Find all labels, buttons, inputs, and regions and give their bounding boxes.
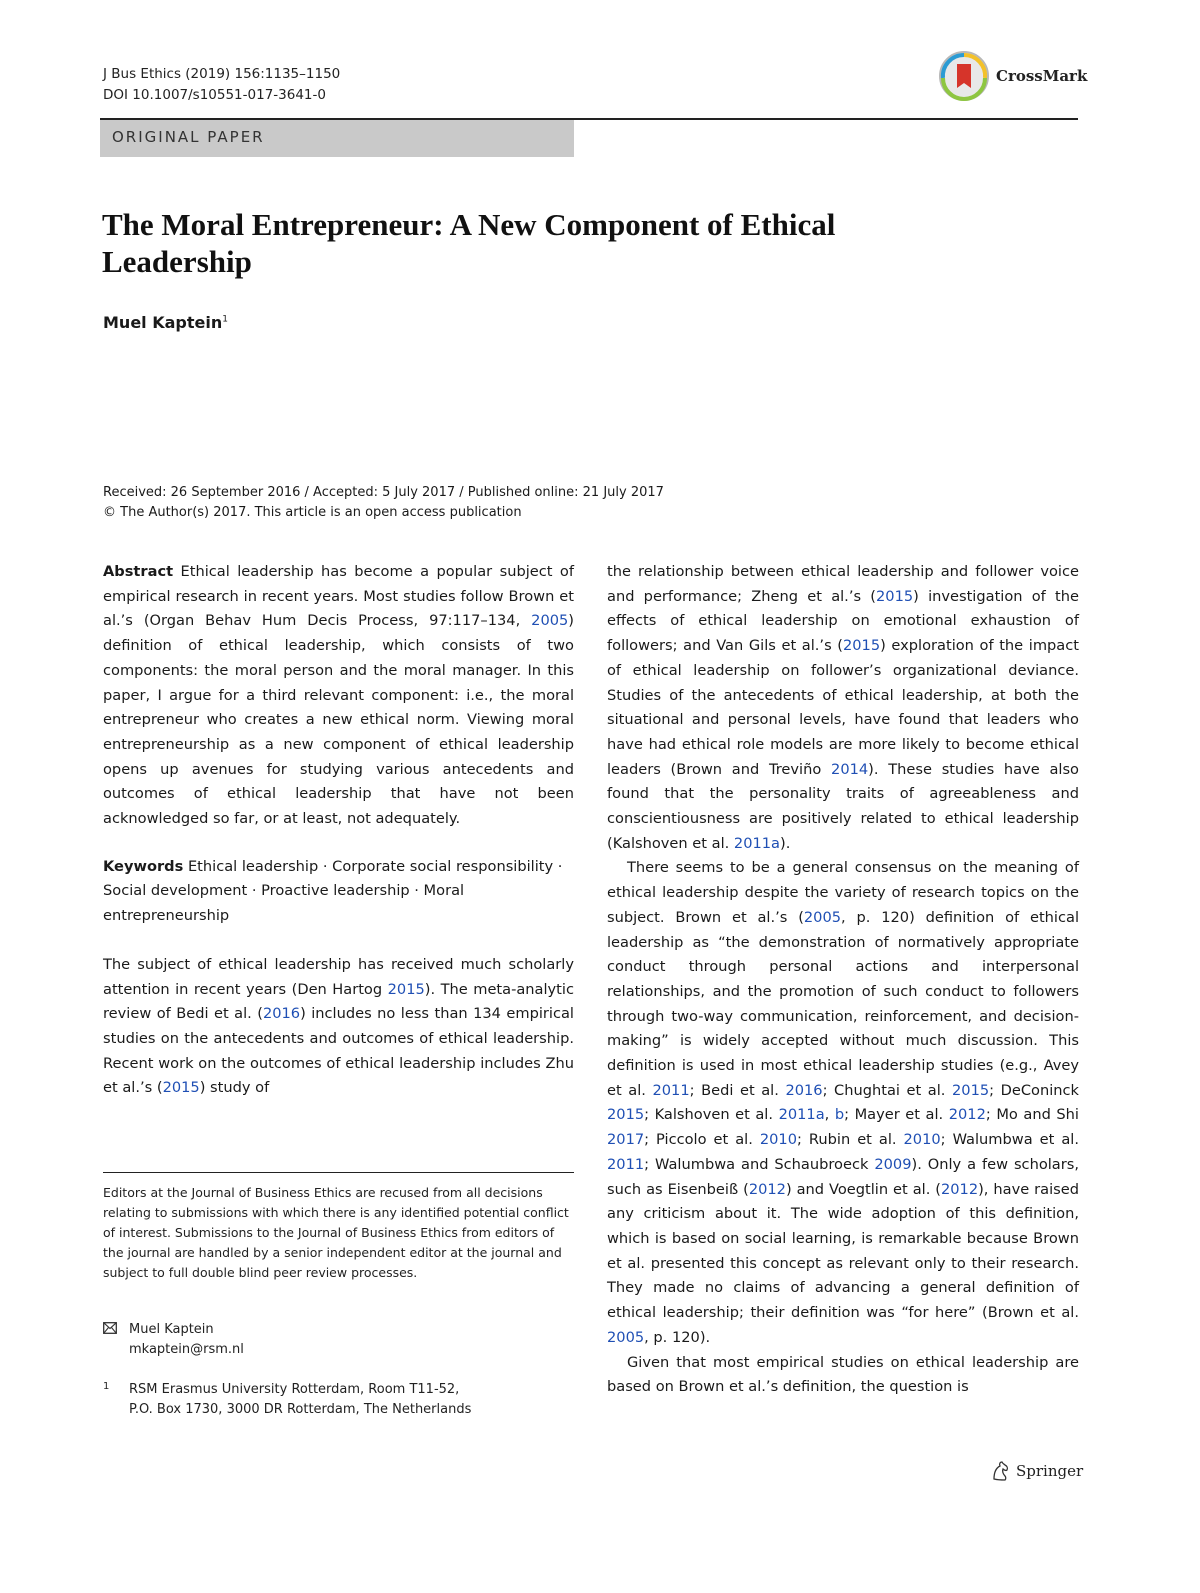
body-text: ) investigation of the effects of ethical leadership on emotional exhaustion of followers; and Van Gils et al.’s ( <box>607 587 1079 655</box>
author-name: Muel Kaptein <box>103 313 223 332</box>
body-text: ) and Voegtlin et al. ( <box>785 1180 941 1198</box>
citation-link[interactable]: 2005 <box>803 908 842 926</box>
citation-link[interactable]: 2015 <box>162 1079 200 1097</box>
body-text: ) study of <box>199 1079 270 1097</box>
left-column <box>103 560 574 1101</box>
crossmark-icon <box>938 50 990 102</box>
body-text: ; Mayer et al. <box>844 1106 949 1124</box>
section-band-label: ORIGINAL PAPER <box>112 128 265 146</box>
body-text: ; Rubin et al. <box>797 1131 904 1149</box>
body-text: ; Chughtai et al. <box>822 1081 953 1099</box>
copyright-line: © The Author(s) 2017. This article is an open access publication <box>103 505 522 520</box>
body-text: ; DeConinck <box>989 1081 1079 1099</box>
body-text: There seems to be a general consensus on the meaning of ethical leadership despite the variety of research topics on the subject. Brown et al.’s ( <box>607 859 1079 926</box>
body-text: ; Mo and Shi <box>985 1106 1079 1124</box>
citation-link[interactable]: 2011 <box>607 1155 645 1173</box>
keywords-label: Keywords <box>103 857 184 875</box>
contact-email[interactable]: mkaptein@rsm.nl <box>129 1342 244 1357</box>
citation-link[interactable]: 2014 <box>831 760 869 778</box>
body-text: ). The meta-analytic review of Bedi et al. ( <box>103 980 574 1023</box>
dates-line: Received: 26 September 2016 / Accepted: 5 July 2017 / Published online: 21 July 2017 <box>103 485 664 500</box>
body-text: , <box>824 1106 835 1124</box>
citation-link[interactable]: 2016 <box>262 1005 301 1023</box>
body-paragraph <box>607 560 1079 856</box>
citation-link[interactable]: 2011 <box>652 1081 690 1099</box>
body-paragraph <box>607 856 1079 1350</box>
affiliation <box>103 1380 471 1420</box>
body-text: ). These studies have also found that the personality traits of agreeableness and conscientiousness are positively related to ethical leadership (Kalshoven et al. <box>607 760 1079 852</box>
abstract-text: ) definition of ethical leadership, which consists of two components: the moral person and the moral manager. In this paper, I argue for a third relevant component: i.e., the moral entrepreneur who creates a new ethical norm. Viewing moral entrepreneurship as a new component of ethical leadership opens up avenues for studying various antecedents and outcomes of ethical leadership that have not been acknowledged so far, or at least, not adequately. <box>103 612 574 828</box>
footnote-rule <box>103 1172 574 1173</box>
body-text: the relationship between ethical leadership and follower voice and performance; Zheng et al.’s ( <box>607 563 1079 605</box>
body-text: ), have raised any criticism about it. The wide adoption of this definition, which is based on social learning, is remarkable because Brown et al. presented this concept as relevant only to their research. They made no claims of advancing a general definition of ethical leadership; their definition was “for here” (Brown et al. <box>607 1180 1079 1322</box>
citation-link[interactable]: 2005 <box>607 1328 645 1346</box>
citation-link[interactable]: 2015 <box>842 637 881 655</box>
affiliation-line: RSM Erasmus University Rotterdam, Room T11-52, <box>129 1382 460 1397</box>
keywords <box>103 855 574 929</box>
citation-link[interactable]: 2012 <box>748 1180 786 1198</box>
body-text: ; Kalshoven et al. <box>644 1106 779 1124</box>
paper-title: The Moral Entrepreneur: A New Component of Ethical Leadership <box>102 207 836 279</box>
citation-link[interactable]: 2015 <box>387 980 425 998</box>
citation-link[interactable]: 2015 <box>952 1081 990 1099</box>
publisher-logo <box>990 1460 1083 1482</box>
body-text: , p. 120). <box>644 1328 711 1346</box>
crossmark-badge[interactable] <box>938 50 1087 102</box>
doi: DOI 10.1007/s10551-017-3641-0 <box>103 87 326 103</box>
springer-horse-icon <box>990 1460 1012 1482</box>
right-column <box>607 560 1079 1400</box>
body-text: ; Bedi et al. <box>689 1081 786 1099</box>
author <box>103 313 228 332</box>
citation-link[interactable]: 2015 <box>607 1106 645 1124</box>
abstract <box>103 560 574 832</box>
citation-link[interactable]: 2011a <box>778 1106 825 1124</box>
citation-link[interactable]: 2005 <box>531 612 569 630</box>
citation-link[interactable]: 2010 <box>759 1131 797 1149</box>
keywords-text: Ethical leadership · Corporate social responsibility · Social development · Proactive leadership · Moral entrepreneurship <box>103 857 563 925</box>
envelope-icon <box>103 1320 129 1340</box>
body-text: ; Piccolo et al. <box>644 1131 760 1149</box>
body-text: ) exploration of the impact of ethical leadership on follower’s organizational deviance. Studies of the antecedents of ethical leadership, at both the situational and personal levels, have found that leaders who have had ethical role models are more likely to become ethical leaders (Brown and Treviño <box>607 637 1079 778</box>
contact-name: Muel Kaptein <box>129 1322 214 1337</box>
affiliation-number: 1 <box>103 1381 110 1392</box>
body-text: ) includes no less than 134 empirical studies on the antecedents and outcomes of ethical leadership. Recent work on the outcomes of ethical leadership includes Zhu et al.’s ( <box>103 1005 574 1097</box>
citation-link[interactable]: 2011a <box>733 834 780 852</box>
abstract-label: Abstract <box>103 563 174 580</box>
citation-link[interactable]: 2012 <box>948 1106 986 1124</box>
body-text: ). Only a few scholars, such as Eisenbeiß ( <box>607 1155 1079 1198</box>
publisher-name: Springer <box>1016 1462 1084 1480</box>
citation-link[interactable]: 2016 <box>785 1081 823 1099</box>
citation-link[interactable]: 2017 <box>607 1131 645 1149</box>
citation-link[interactable]: 2009 <box>874 1155 912 1173</box>
affiliation-line: P.O. Box 1730, 3000 DR Rotterdam, The Netherlands <box>129 1402 472 1417</box>
intro-paragraph <box>103 953 574 1101</box>
contact-block <box>103 1320 244 1360</box>
body-text: ; Walumbwa et al. <box>940 1131 1079 1149</box>
body-paragraph: Given that most empirical studies on ethical leadership are based on Brown et al.’s definition, the question is <box>607 1353 1079 1396</box>
citation-link[interactable]: b <box>834 1106 845 1124</box>
publication-dates <box>103 483 903 523</box>
crossmark-label: CrossMark <box>996 67 1088 85</box>
journal-citation: J Bus Ethics (2019) 156:1135–1150 <box>103 66 341 82</box>
citation-link[interactable]: 2010 <box>903 1131 941 1149</box>
body-text: The subject of ethical leadership has received much scholarly attention in recent years (Den Hartog <box>103 955 574 998</box>
body-text: ; Walumbwa and Schaubroeck <box>644 1155 875 1173</box>
author-affiliation-marker: 1 <box>222 314 228 325</box>
editor-footnote: Editors at the Journal of Business Ethics are recused from all decisions relating to submissions with which there is any identified potential conflict of interest. Submissions to the Journal of Business Ethics from editors of the journal are handled by a senior independent editor at the journal and subject to full double blind peer review processes. <box>103 1185 569 1280</box>
abstract-text: Ethical leadership has become a popular subject of empirical research in recent years. Most studies follow Brown et al.’s (Organ Behav Hum Decis Process, 97:117–134, <box>103 563 574 630</box>
citation-link[interactable]: 2012 <box>940 1180 979 1198</box>
body-text: , p. 120) definition of ethical leadership as “the demonstration of normatively appropriate conduct through personal actions and interpersonal relationships, and the promotion of such conduct to followers through two-way communication, reinforcement, and decision-making” is widely accepted without much discussion. This definition is used in most ethical leadership studies (e.g., Avey et al. <box>607 908 1079 1099</box>
citation-link[interactable]: 2015 <box>876 587 914 605</box>
body-text: ). <box>780 834 791 852</box>
